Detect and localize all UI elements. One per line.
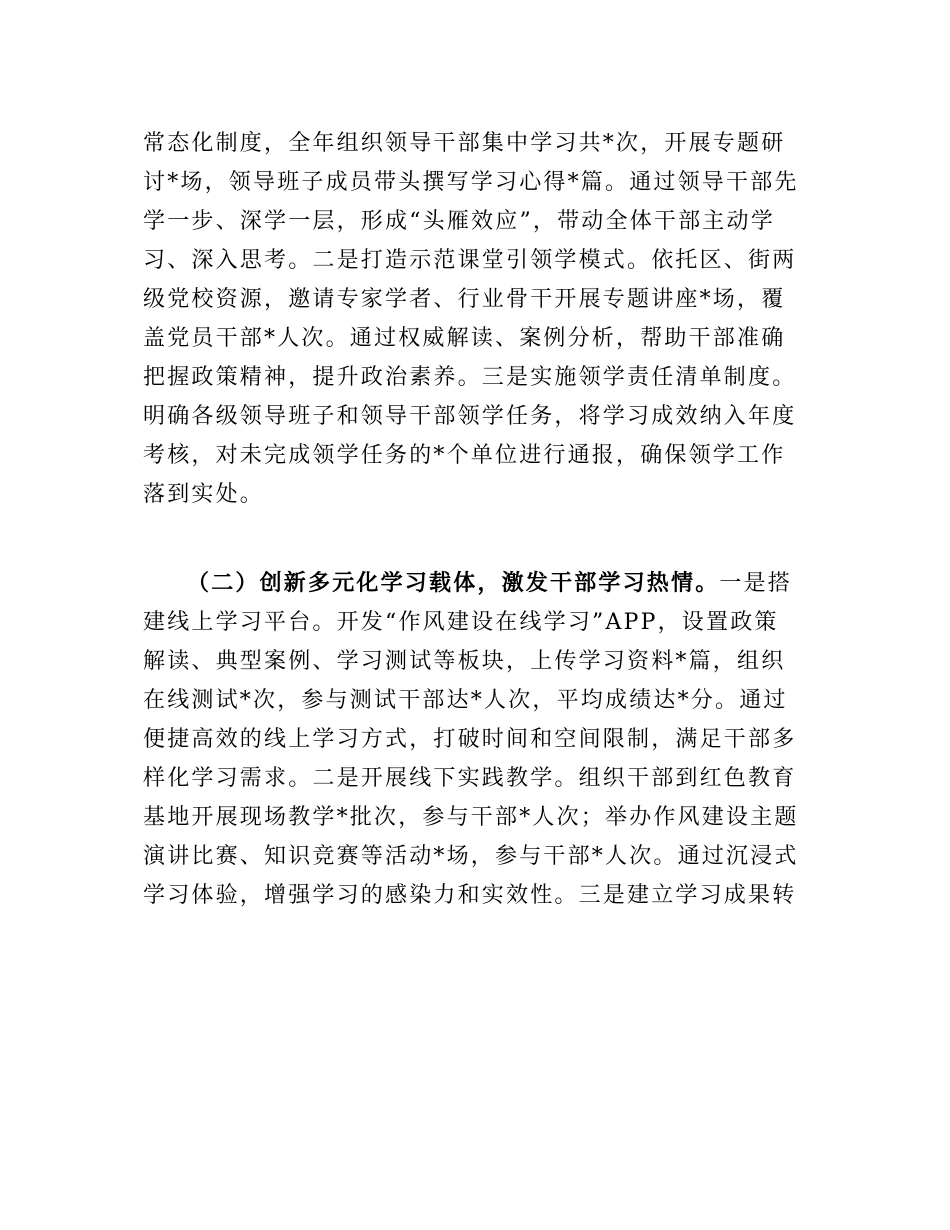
text-line: 讨*场，领导班子成员带头撰写学习心得*篇。通过领导干部先 [143, 170, 799, 195]
text-line: 演讲比赛、知识竞赛等活动*场，参与干部*人次。通过沉浸式 [143, 844, 799, 869]
text-line: 盖党员干部*人次。通过权威解读、案例分析，帮助干部准确 [143, 326, 786, 351]
text-line: 级党校资源，邀请专家学者、行业骨干开展专题讲座*场，覆 [143, 287, 786, 312]
text-line: 考核，对未完成领学任务的*个单位进行通报，确保领学工作 [143, 443, 786, 468]
text-line: 建线上学习平台。开发“作风建设在线学习”APP，设置政策 [143, 610, 779, 635]
text-line: 在线测试*次，参与测试干部达*人次，平均成绩达*分。通过 [143, 688, 788, 713]
text-line: 学习体验，增强学习的感染力和实效性。三是建立学习成果转 [143, 883, 797, 908]
text-line: 学一步、深学一层，形成“头雁效应”，带动全体干部主动学 [143, 209, 775, 234]
paragraph-learning-carriers [143, 564, 808, 915]
text-line-first [143, 564, 808, 603]
text-line: 把握政策精神，提升政治素养。三是实施领学责任清单制度。 [143, 365, 797, 390]
paragraph-leadership-study [143, 124, 808, 514]
text-line: 便捷高效的线上学习方式，打破时间和空间限制，满足干部多 [143, 727, 797, 752]
text-line: 常态化制度，全年组织领导干部集中学习共*次，开展专题研 [143, 131, 786, 156]
text-line: 落到实处。 [143, 482, 265, 507]
document-body [143, 124, 808, 915]
text-line: 解读、典型案例、学习测试等板块，上传学习资料*篇，组织 [143, 649, 786, 674]
paragraph-spacer [143, 514, 808, 564]
text-line: 明确各级领导班子和领导干部领学任务，将学习成效纳入年度 [143, 404, 797, 429]
text-line: 基地开展现场教学*批次，参与干部*人次；举办作风建设主题 [143, 805, 799, 830]
text-line: 习、深入思考。二是打造示范课堂引领学模式。依托区、街两 [143, 248, 797, 273]
heading-continuation: 一是搭 [719, 571, 793, 596]
section-heading: （二）创新多元化学习载体，激发干部学习热情。 [187, 571, 720, 596]
text-line: 样化学习需求。二是开展线下实践教学。组织干部到红色教育 [143, 766, 797, 791]
